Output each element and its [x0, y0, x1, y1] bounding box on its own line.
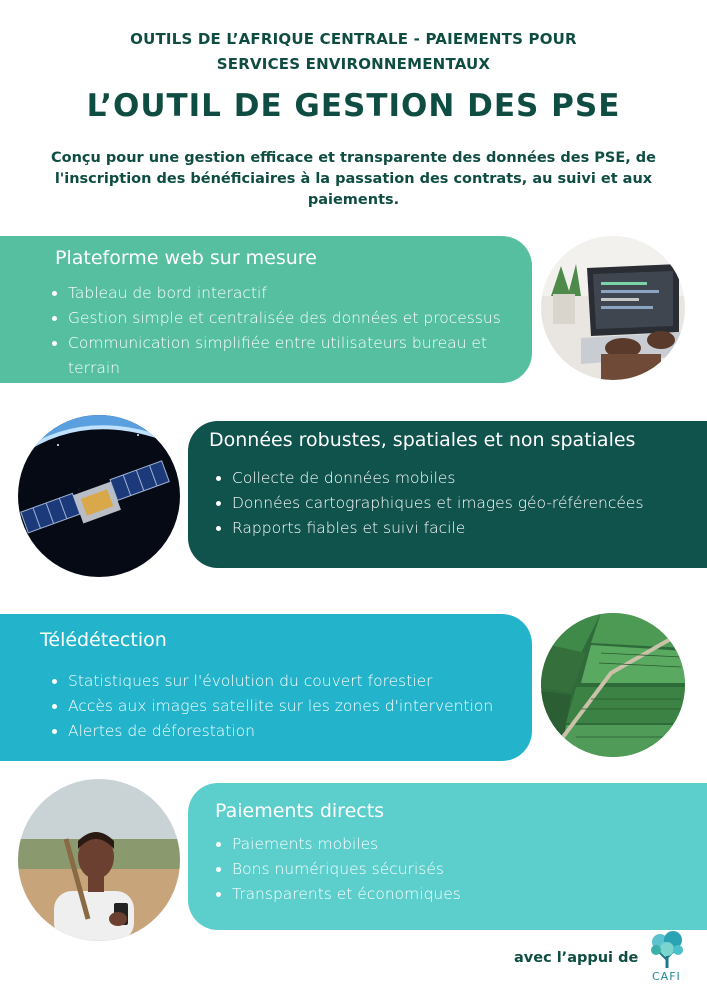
section-title: Télédétection: [40, 629, 167, 651]
list-item: Paiements mobiles: [214, 832, 704, 857]
aerial-fields-photo: [541, 613, 685, 757]
list-item: Transparents et économiques: [214, 882, 704, 907]
bullet-list: [50, 669, 530, 744]
section-remote-sensing: [0, 614, 532, 761]
bullet-list: [50, 281, 530, 381]
satellite-photo: [18, 415, 180, 577]
support-text: avec l’appui de: [514, 950, 639, 966]
intro-text: Conçu pour une gestion efficace et transparente des données des PSE, de l'inscription des bénéficiaires à la passation des contrats, au suivi et aux paiements.: [50, 150, 656, 208]
bullet-list: [214, 832, 704, 907]
list-item: Tableau de bord interactif: [50, 281, 530, 306]
list-item: Accès aux images satellite sur les zones d'intervention: [50, 694, 530, 719]
section-title: Paiements directs: [215, 800, 385, 822]
list-item: Communication simplifiée entre utilisateurs bureau et terrain: [50, 331, 530, 381]
woman-phone-photo: [18, 779, 180, 941]
header-line-2: SERVICES ENVIRONNEMENTAUX: [216, 55, 491, 73]
list-item: Gestion simple et centralisée des données et processus: [50, 306, 530, 331]
list-item: Statistiques sur l'évolution du couvert forestier: [50, 669, 530, 694]
section-title: Données robustes, spatiales et non spatiales: [209, 429, 636, 451]
header-line-1: OUTILS DE L’AFRIQUE CENTRALE - PAIEMENTS POUR: [130, 30, 577, 48]
section-direct-payments: [188, 783, 707, 930]
section-title: Plateforme web sur mesure: [55, 247, 317, 269]
laptop-photo: [541, 236, 685, 380]
list-item: Données cartographiques et images géo-référencées: [214, 491, 704, 516]
list-item: Bons numériques sécurisés: [214, 857, 704, 882]
list-item: Rapports fiables et suivi facile: [214, 516, 704, 541]
page-title: L’OUTIL DE GESTION DES PSE: [86, 88, 621, 124]
list-item: Collecte de données mobiles: [214, 466, 704, 491]
section-robust-data: [188, 421, 707, 568]
bullet-list: [214, 466, 704, 541]
logo-text: CAFI: [652, 970, 681, 983]
list-item: Alertes de déforestation: [50, 719, 530, 744]
section-web-platform: [0, 236, 532, 383]
